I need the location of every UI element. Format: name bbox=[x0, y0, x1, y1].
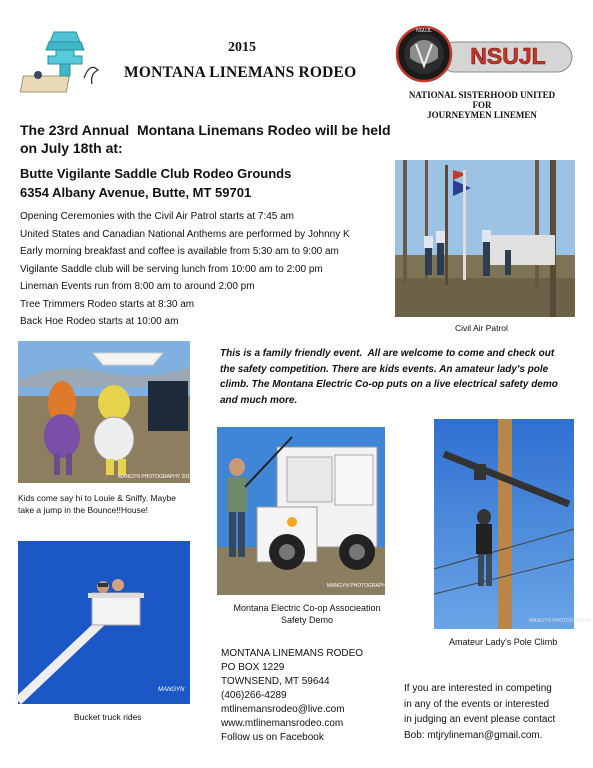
venue-name: Butte Vigilante Saddle Club Rodeo Grounds bbox=[20, 166, 292, 181]
nsujl-logo-text: NSUJL bbox=[470, 43, 546, 69]
pole-climb-caption: Amateur Lady's Pole Climb bbox=[449, 637, 558, 647]
event-schedule bbox=[20, 208, 350, 331]
nsujl-ring-text: NSUJL bbox=[416, 28, 432, 34]
safety-demo-caption-line-2: Safety Demo bbox=[280, 615, 334, 625]
nsujl-logo bbox=[396, 18, 574, 88]
schedule-item: Lineman Events run from 8:00 am to around 2:00 pm bbox=[20, 281, 255, 292]
compete-line: in any of the events or interested bbox=[404, 698, 550, 710]
schedule-item: Early morning breakfast and coffee is available from 5:30 am to 9:00 am bbox=[20, 246, 339, 257]
safety-demo-caption-line-1: Montana Electric Co-op Associeation bbox=[233, 603, 381, 613]
headline-line-2: on July 18th at: bbox=[20, 140, 123, 156]
contact-website-link[interactable]: www.mtlinemansrodeo.com bbox=[221, 718, 344, 729]
contact-phone: (406)266-4289 bbox=[221, 690, 287, 701]
family-note-line: This is a family friendly event. All are welcome to come and check out bbox=[220, 348, 555, 359]
venue bbox=[20, 164, 291, 202]
photo-watermark: MANGYN PHOTOGRAPHY bbox=[529, 618, 592, 624]
org-line-2: FOR bbox=[472, 100, 492, 110]
mascots-caption-line-1: Kids come say hi to Louie & Sniffy. Maybe bbox=[18, 493, 176, 503]
schedule-item: Vigilante Saddle club will be serving lunch from 10:00 am to 2:00 pm bbox=[20, 263, 323, 275]
safety-demo-photo bbox=[217, 427, 402, 595]
headline bbox=[20, 121, 391, 157]
mascots-photo bbox=[18, 341, 193, 483]
schedule-item: Back Hoe Rodeo starts at 10:00 am bbox=[20, 316, 179, 327]
mascots-caption-line-2: take a jump in the Bounce!!House! bbox=[18, 505, 148, 515]
rodeo-logo bbox=[24, 26, 106, 106]
headline-line-1: The 23rd Annual Montana Linemans Rodeo will be held bbox=[20, 122, 391, 138]
photo-watermark: MANGYN PHOTOGRAPHY 2014 bbox=[327, 583, 402, 589]
compete-note bbox=[404, 681, 555, 743]
venue-address: 6354 Albany Avenue, Butte, MT 59701 bbox=[20, 185, 252, 200]
contact-po-box: PO BOX 1229 bbox=[221, 662, 285, 673]
safety-demo-caption bbox=[217, 602, 397, 626]
contact-info bbox=[221, 647, 363, 745]
compete-line: If you are interested in competing bbox=[404, 683, 552, 694]
compete-line: in judging an event please contact bbox=[404, 714, 556, 725]
org-name bbox=[382, 90, 582, 120]
family-note-line: climb. The Montana Electric Co-op puts on a live electrical safety demo bbox=[220, 379, 558, 390]
pole-climb-photo bbox=[434, 419, 592, 629]
family-note bbox=[220, 346, 558, 408]
rodeo-year: 2015 bbox=[228, 40, 256, 55]
photo-watermark: MANGYN PHOTOGRAPHY 2014 bbox=[118, 474, 193, 480]
mascots-caption bbox=[18, 492, 208, 516]
bucket-truck-photo bbox=[18, 541, 190, 704]
civil-air-patrol-photo bbox=[395, 160, 575, 317]
schedule-item: Opening Ceremonies with the Civil Air Patrol starts at 7:45 am bbox=[20, 211, 295, 222]
schedule-item: United States and Canadian National Anthems are performed by Johnny K bbox=[20, 228, 350, 240]
contact-facebook: Follow us on Facebook bbox=[221, 732, 324, 743]
compete-contact-link[interactable]: Bob: mtjrylineman@gmail.com. bbox=[404, 729, 543, 741]
civil-air-patrol-caption: Civil Air Patrol bbox=[455, 323, 508, 333]
photo-watermark: MANGYN bbox=[158, 687, 185, 693]
contact-org: MONTANA LINEMANS RODEO bbox=[221, 648, 364, 659]
family-note-line: the safety competition. There are kids events. An amateur lady's pole bbox=[220, 363, 549, 375]
schedule-item: Tree Trimmers Rodeo starts at 8:30 am bbox=[20, 298, 195, 310]
rodeo-title: MONTANA LINEMANS RODEO bbox=[124, 64, 357, 81]
family-note-line: and much more. bbox=[220, 394, 298, 406]
org-line-1: NATIONAL SISTERHOOD UNITED bbox=[408, 90, 556, 100]
contact-city: TOWNSEND, MT 59644 bbox=[221, 676, 330, 687]
org-line-3: JOURNEYMEN LINEMEN bbox=[427, 110, 537, 120]
bucket-truck-caption: Bucket truck rides bbox=[74, 712, 142, 722]
contact-email-link[interactable]: mtlinemansrodeo@live.com bbox=[221, 704, 345, 715]
